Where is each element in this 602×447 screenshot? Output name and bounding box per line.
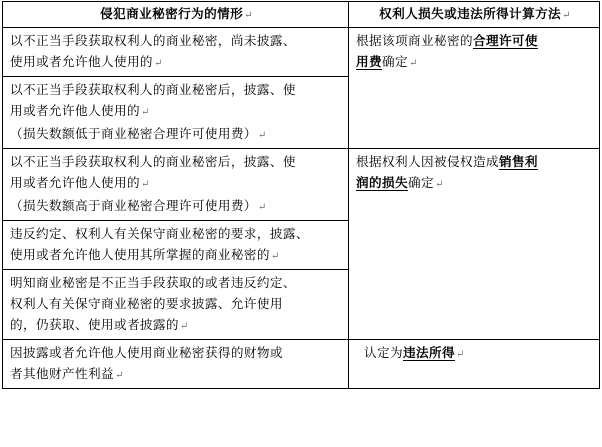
method-text-line [356,151,594,172]
paragraph-mark-icon: ↵ [257,130,267,141]
method-emphasis: 润的损失 [356,175,408,190]
method-emphasis: 违法所得 [402,345,455,360]
cell-text-line [10,100,343,123]
table-row [3,28,600,77]
cell-text-line: 违反约定、权利人有关保守商业秘密的要求，披露、 [10,226,309,241]
cell-text-line: 明知商业秘密是不正当手段获取的或者违反约定、 [10,275,296,290]
cell-text-line: 以不正当手段获取权利人的商业秘密，尚未披露、 [10,33,296,48]
header-col2-text: 权利人损失或违法所得计算方法 [379,6,562,21]
method-text: 根据权利人因被侵权造成 [356,154,499,169]
circumstance-cell-4 [3,221,349,270]
circumstance-cell-6 [3,340,349,389]
cell-text-line [10,172,343,195]
circumstance-cell-3 [3,149,349,221]
method-cell-license-fee [349,28,600,149]
table-header-row [3,2,600,28]
cell-text-line: 权利人有关保守商业秘密的要求披露、允许使用 [10,296,283,311]
paragraph-mark-icon: ↵ [179,321,189,332]
method-text-line [356,172,594,195]
cell-text: 用或者允许他人使用的 [10,103,140,118]
cell-text: 者其他财产性利益 [10,366,114,381]
cell-text-line [10,314,343,337]
paragraph-mark-icon: ↵ [409,58,418,69]
method-text: 认定为 [364,345,403,360]
paragraph-mark-icon: ↵ [244,10,253,21]
cell-text-line: 以不正当手段获取权利人的商业秘密后，披露、使 [10,154,296,169]
paragraph-mark-icon: ↵ [114,370,124,381]
cell-text: 使用或者允许他人使用其所掌握的商业秘密的 [10,247,270,262]
paragraph-mark-icon: ↵ [270,251,280,262]
circumstance-cell-2 [3,77,349,149]
method-emphasis: 销售利 [498,154,538,169]
paragraph-mark-icon: ↵ [153,58,163,69]
method-text-line [356,51,594,74]
cell-text: （损失数额低于商业秘密合理许可使用费） [10,126,257,141]
cell-text-line [10,244,343,267]
paragraph-mark-icon: ↵ [455,349,465,360]
method-text: 确定 [407,175,434,190]
cell-text: 的，仍获取、使用或者披露的 [10,317,179,332]
method-text-line [356,30,594,51]
method-cell-illegal-gain [349,340,600,389]
method-emphasis: 用费 [356,54,382,69]
cell-text-line: 以不正当手段获取权利人的商业秘密后，披露、使 [10,82,296,97]
cell-text: 使用或者允许他人使用的 [10,54,153,69]
paragraph-mark-icon: ↵ [140,107,150,118]
cell-text-line [10,195,343,218]
header-infringement-circumstances [3,2,349,28]
cell-text: 用或者允许他人使用的 [10,175,140,190]
cell-text-line [10,363,343,386]
header-calculation-method [349,2,600,28]
cell-text: （损失数额高于商业秘密合理许可使用费） [10,198,257,213]
method-cell-sales-profit [349,149,600,340]
paragraph-mark-icon: ↵ [140,179,150,190]
cell-text-line [10,123,343,146]
paragraph-mark-icon: ↵ [434,179,444,190]
header-col1-text: 侵犯商业秘密行为的情形 [100,6,244,21]
method-text: 确定 [382,54,408,69]
trade-secret-table [2,1,600,389]
table-row [3,340,600,389]
cell-text-line: 因披露或者允许他人使用商业秘密获得的财物或 [10,345,283,360]
cell-text-line [10,51,343,74]
method-text: 根据该项商业秘密的 [356,33,473,48]
table-row [3,149,600,221]
circumstance-cell-1 [3,28,349,77]
method-emphasis: 合理许可使 [472,33,538,48]
paragraph-mark-icon: ↵ [562,10,571,21]
circumstance-cell-5 [3,270,349,340]
paragraph-mark-icon: ↵ [257,202,267,213]
